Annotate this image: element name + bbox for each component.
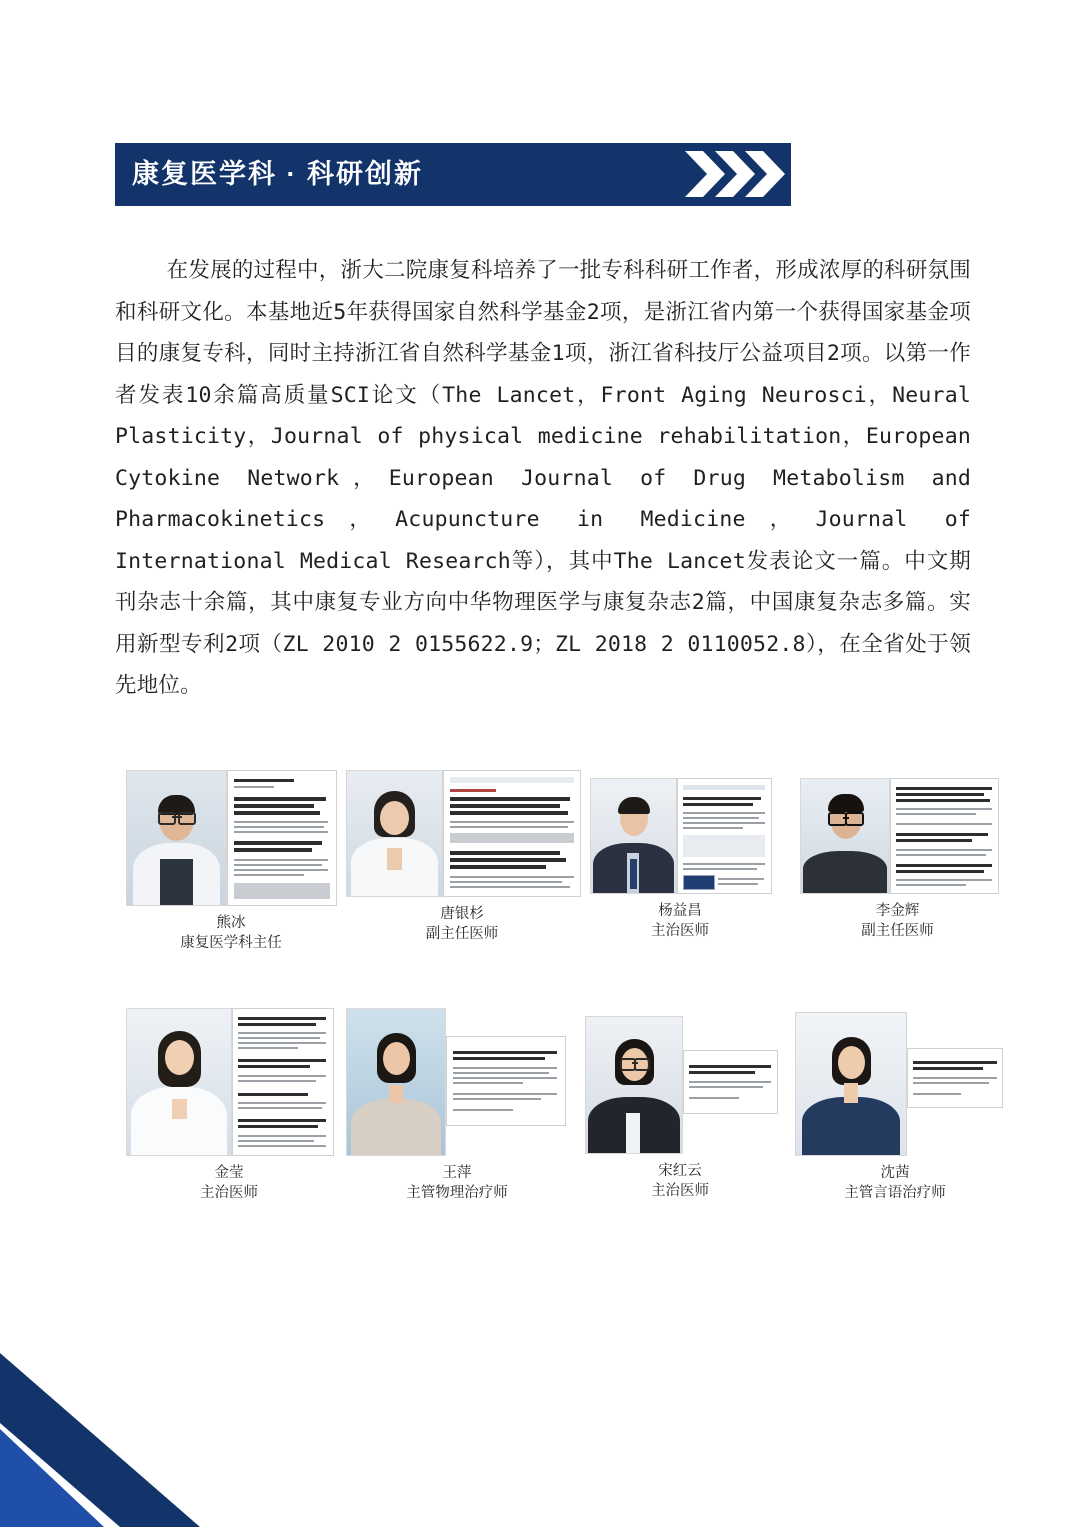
body-paragraph: 在发展的过程中，浙大二院康复科培养了一批专科科研工作者，形成浓厚的科研氛围和科研文化。本基地近5年获得国家自然科学基金2项，是浙江省内第一个获得国家基金项目的康复专科，同时主持浙江省自然科学基金1项，浙江省科技厅公益项目2项。以第一作者发表10余篇高质量SCI论文（The Lancet，Front Aging Neurosci，Neural Plasticity，Journal of physical medicine rehabilitation，European Cytokine Network，European Journal of Drug Metabolism and Pharmacokinetics，Acupuncture in Medicine，Journal of International Medical Research等），其中The Lancet发表论文一篇。中文期刊杂志十余篇，其中康复专业方向中华物理医学与康复杂志2篇，中国康复杂志多篇。实用新型专利2项（ZL 2010 2 0155622.9；ZL 2018 2 0110052.8），在全省处于领先地位。 (115, 258, 985, 698)
staff-title: 主管物理治疗师 (406, 1185, 508, 1201)
chevron-right-triple-icon (685, 149, 791, 199)
staff-media-2 (590, 778, 770, 894)
publication-thumbnail (890, 778, 999, 894)
publication-thumbnail (227, 770, 337, 906)
portrait-photo (585, 1016, 683, 1154)
staff-media-1 (346, 770, 578, 897)
staff-title: 副主任医师 (861, 923, 934, 939)
staff-card-0[interactable] (126, 770, 336, 953)
staff-media-6 (585, 1016, 775, 1154)
staff-name: 熊冰 (216, 915, 246, 931)
staff-card-6[interactable] (585, 1016, 775, 1201)
staff-media-0 (126, 770, 336, 906)
staff-name: 王萍 (442, 1165, 472, 1181)
staff-title: 主治医师 (200, 1185, 258, 1201)
staff-name: 唐银杉 (440, 906, 484, 922)
staff-name: 李金辉 (875, 903, 920, 919)
staff-card-1[interactable] (346, 770, 578, 944)
staff-card-5[interactable] (346, 1008, 568, 1203)
staff-card-2[interactable] (590, 778, 770, 941)
staff-card-3[interactable] (800, 778, 995, 941)
staff-name: 金莹 (214, 1165, 244, 1181)
portrait-photo (346, 1008, 446, 1156)
portrait-photo (126, 1008, 232, 1156)
staff-row-2 (0, 1008, 1080, 1238)
publication-thumbnail (232, 1008, 334, 1156)
staff-title: 主治医师 (651, 1183, 709, 1199)
publication-thumbnail (683, 1050, 778, 1114)
portrait-photo (800, 778, 890, 894)
staff-media-3 (800, 778, 995, 894)
publication-thumbnail (446, 1036, 566, 1126)
page-title: 康复医学科 · 科研创新 (132, 159, 423, 189)
publication-thumbnail (443, 770, 581, 897)
staff-row-1 (0, 770, 1080, 1000)
portrait-photo (346, 770, 443, 897)
staff-title: 主治医师 (651, 923, 709, 939)
portrait-photo (590, 778, 677, 894)
staff-media-5 (346, 1008, 568, 1156)
staff-media-4 (126, 1008, 332, 1156)
staff-gallery (0, 770, 1080, 1238)
staff-title: 副主任医师 (425, 926, 499, 942)
section-header-banner (115, 143, 791, 206)
staff-card-7[interactable] (795, 1012, 995, 1203)
staff-name: 杨益昌 (658, 903, 702, 919)
staff-title: 康复医学科主任 (180, 935, 282, 951)
portrait-photo (795, 1012, 907, 1156)
portrait-photo (126, 770, 227, 906)
staff-title: 主管言语治疗师 (844, 1185, 946, 1201)
staff-name: 宋红云 (658, 1163, 702, 1179)
staff-name: 沈茜 (880, 1165, 910, 1181)
publication-thumbnail (677, 778, 772, 894)
corner-decoration (0, 1317, 240, 1527)
publication-thumbnail (907, 1048, 1003, 1108)
staff-card-4[interactable] (126, 1008, 332, 1203)
staff-media-7 (795, 1012, 995, 1156)
